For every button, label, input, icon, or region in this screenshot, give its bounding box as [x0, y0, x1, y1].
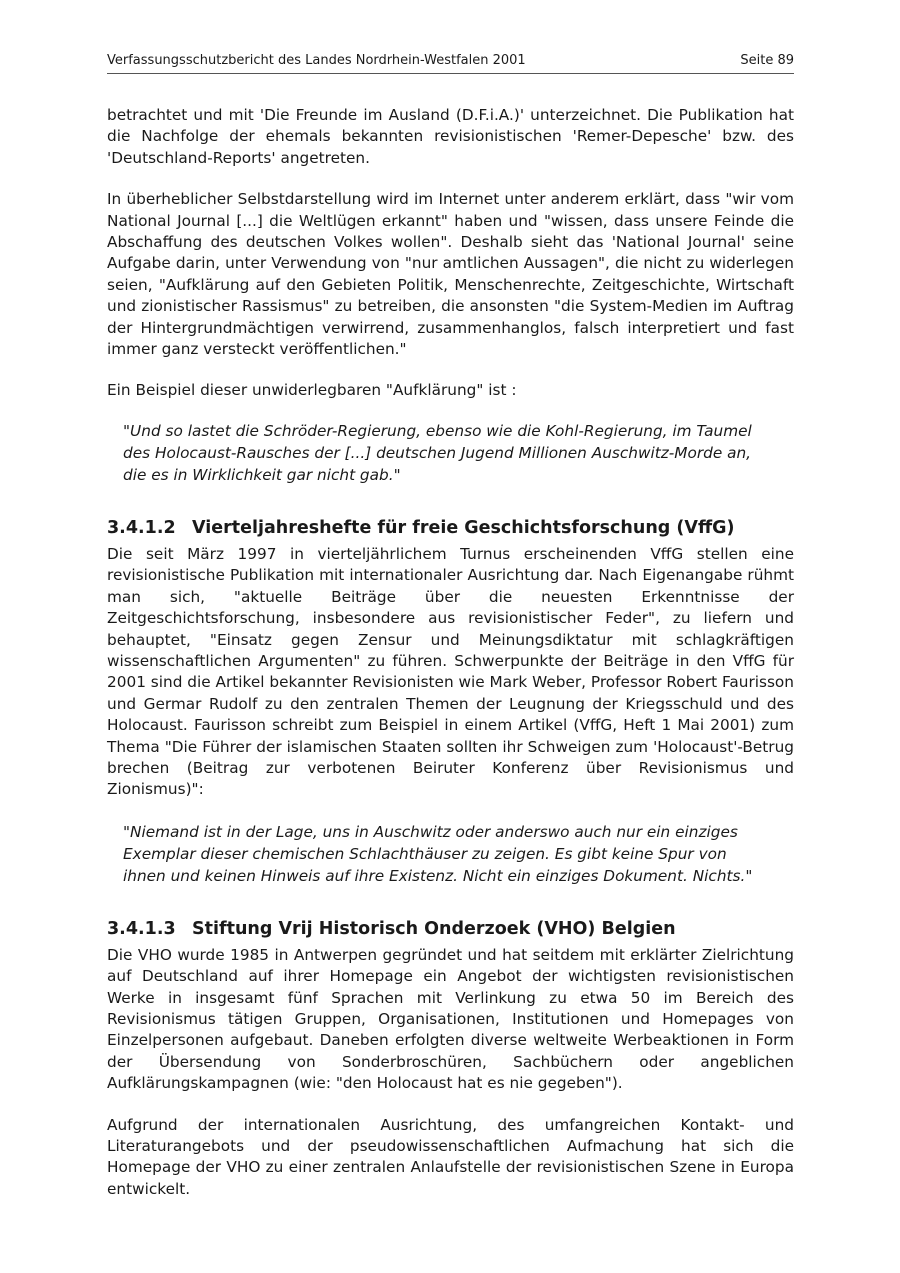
section-title: Vierteljahreshefte für freie Geschichtsforschung (VffG)	[192, 517, 735, 538]
page-number: Seite 89	[740, 53, 794, 68]
section-heading	[107, 917, 794, 941]
section-number: 3.4.1.2	[107, 517, 176, 538]
section-number: 3.4.1.3	[107, 918, 176, 939]
paragraph: In überheblicher Selbstdarstellung wird im Internet unter anderem erklärt, dass "wir vom National Journal [...] die Weltlügen erkannt" haben und "wissen, dass unsere Feinde die Abschaffung des deutschen Volkes wollen". Deshalb sieht das 'National Journal' seine Aufgabe darin, unter Verwendung von "nur amtlichen Aussagen", die nicht zu widerlegen seien, "Aufklärung auf den Gebieten Politik, Menschenrechte, Zeitgeschichte, Wirtschaft und zionistischer Rassismus" zu betreiben, die ansonsten "die System-Medien im Auftrag der Hintergrundmächtigen verwirrend, zusammenhanglos, falsch interpretiert und fast immer ganz versteckt veröffentlichen."	[107, 190, 794, 359]
quote-text: Und so lastet die Schröder-Regierung, ebenso wie die Kohl-Regierung, im Taumel des Holocaust-Rausches der [...] deutschen Jugend Millionen Auschwitz-Morde an, die es in Wirklichkeit gar nicht gab.	[123, 421, 752, 484]
paragraph: Die seit März 1997 in vierteljährlichem Turnus erscheinenden VffG stellen eine revisionistische Publikation mit internationaler Ausrichtung dar. Nach Eigenangabe rühmt man sich, "aktuelle Beiträge über die neuesten Erkenntnisse der Zeitgeschichtsforschung, insbesondere aus revisionistischer Feder", zu liefern und behauptet, "Einsatz gegen Zensur und Meinungsdiktatur mit schlagkräftigen wissenschaftlichen Argumenten" zu führen. Schwerpunkte der Beiträge in den VffG für 2001 sind die Artikel bekannter Revisionisten wie Mark Weber, Professor Robert Faurisson und Germar Rudolf zu den zentralen Themen der Leugnung der Kriegsschuld und des Holocaust. Faurisson schreibt zum Beispiel in einem Artikel (VffG, Heft 1 Mai 2001) zum Thema "Die Führer der islamischen Staaten sollten ihr Schweigen zum 'Holocaust'-Betrug brechen (Beitrag zur verbotenen Beiruter Konferenz über Revisionismus und Zionismus)":	[107, 544, 794, 799]
block-quote: "Und so lastet die Schröder-Regierung, ebenso wie die Kohl-Regierung, im Taumel des Holocaust-Rausches der [...] deutschen Jugend Millionen Auschwitz-Morde an, die es in Wirklichkeit gar nicht gab."	[123, 421, 752, 484]
paragraph: Aufgrund der internationalen Ausrichtung, des umfangreichen Kontakt- und Literaturangebots und der pseudowissenschaftlichen Aufmachung hat sich die Homepage der VHO zu einer zentralen Anlaufstelle der revisionistischen Szene in Europa entwickelt.	[107, 1115, 794, 1198]
header-title: Verfassungsschutzbericht des Landes Nordrhein-Westfalen 2001	[107, 53, 526, 68]
section-title: Stiftung Vrij Historisch Onderzoek (VHO) Belgien	[192, 918, 676, 939]
paragraph: Die VHO wurde 1985 in Antwerpen gegründet und hat seitdem mit erklärter Zielrichtung auf Deutschland auf ihrer Homepage ein Angebot der wichtigsten revisionistischen Werke in insgesamt fünf Sprachen mit Verlinkung zu etwa 50 im Bereich des Revisionismus tätigen Gruppen, Organisationen, Institutionen und Homepages von Einzelpersonen aufgebaut. Daneben erfolgten diverse weltweite Werbeaktionen in Form der Übersendung von Sonderbroschüren, Sachbüchern oder angeblichen Aufklärungskampagnen (wie: "den Holocaust hat es nie gegeben").	[107, 945, 794, 1093]
quote-text: Niemand ist in der Lage, uns in Auschwitz oder anderswo auch nur ein einziges Exemplar dieser chemischen Schlachthäuser zu zeigen. Es gibt keine Spur von ihnen und keinen Hinweis auf ihre Existenz. Nicht ein einziges Dokument. Nichts.	[123, 822, 746, 885]
section-heading	[107, 516, 794, 540]
paragraph: betrachtet und mit 'Die Freunde im Ausland (D.F.i.A.)' unterzeichnet. Die Publikation hat die Nachfolge der ehemals bekannten revisionistischen 'Remer-Depesche' bzw. des 'Deutschland-Reports' angetreten.	[107, 106, 794, 167]
block-quote: "Niemand ist in der Lage, uns in Auschwitz oder anderswo auch nur ein einziges Exemplar dieser chemischen Schlachthäuser zu zeigen. Es gibt keine Spur von ihnen und keinen Hinweis auf ihre Existenz. Nicht ein einziges Dokument. Nichts."	[123, 822, 753, 885]
page-header	[107, 53, 794, 74]
paragraph: Ein Beispiel dieser unwiderlegbaren "Aufklärung" ist :	[107, 381, 517, 400]
page-body	[107, 105, 794, 1200]
